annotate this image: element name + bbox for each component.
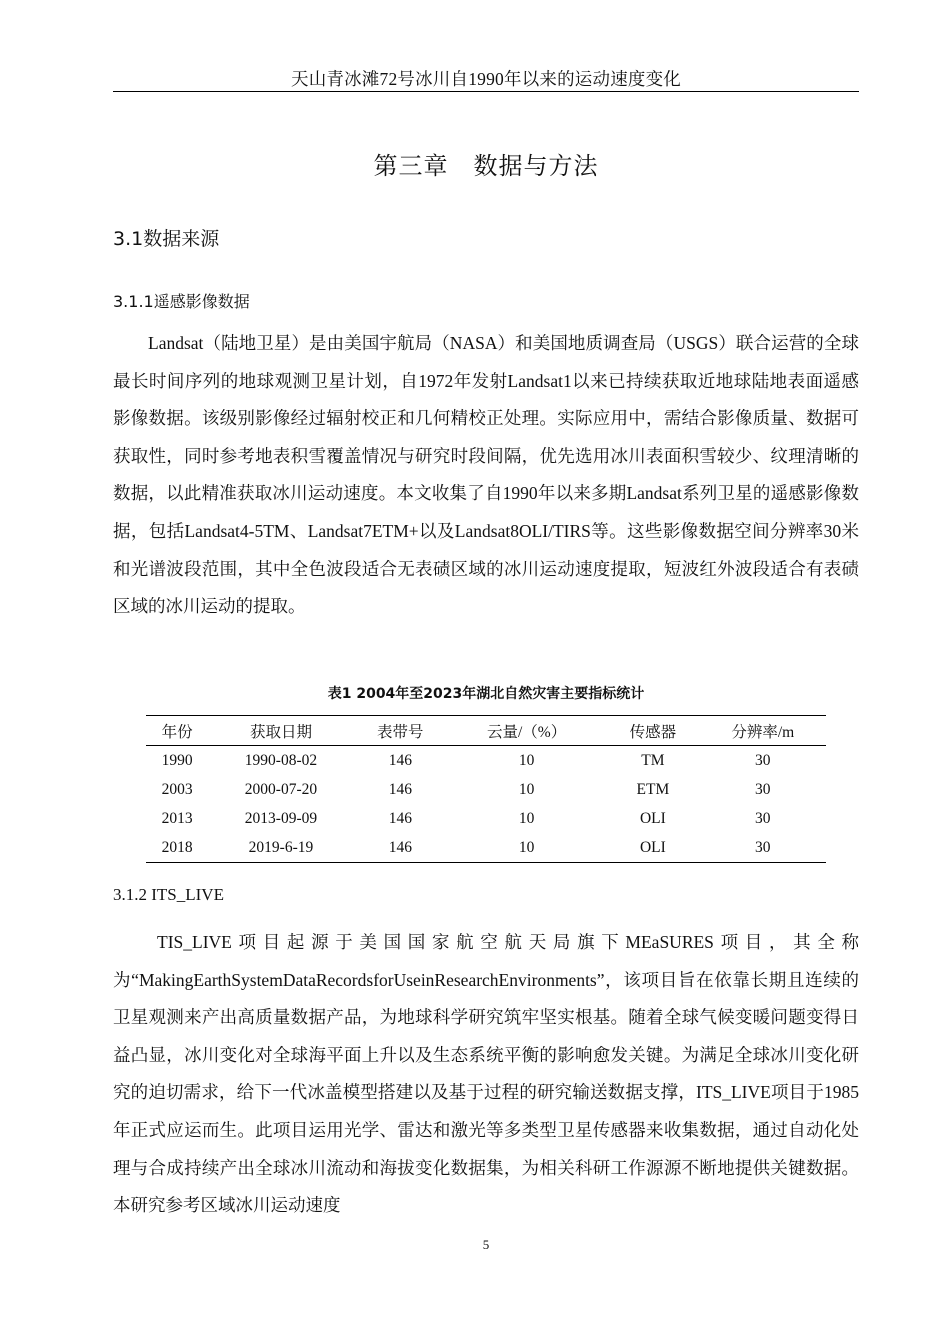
table-cell: TM: [641, 751, 665, 769]
table-cell: 10: [518, 838, 535, 856]
column-header-date: 获取日期: [249, 723, 312, 741]
table-cell: 146: [388, 780, 412, 798]
table-cell: 30: [755, 838, 771, 856]
table-cell: 10: [518, 751, 535, 769]
chapter-title: 第三章 数据与方法: [373, 152, 599, 180]
table-cell: 2019-6-19: [248, 838, 314, 856]
table-row: [146, 804, 826, 833]
header-divider: [113, 91, 859, 92]
table-cell: OLI: [639, 838, 666, 856]
column-header-sensor: 传感器: [629, 723, 677, 741]
table-row: [146, 775, 826, 804]
running-header: 天山青冰滩72号冰川自1990年以来的运动速度变化: [291, 69, 681, 89]
landsat-data-table: [146, 715, 826, 863]
table-cell: 30: [755, 780, 771, 798]
column-header-resolution: 分辨率/m: [731, 723, 795, 741]
table-cell: 10: [518, 780, 535, 798]
table-cell: 146: [388, 838, 412, 856]
paragraph-landsat: Landsat（陆地卫星）是由美国宇航局（NASA）和美国地质调查局（USGS）联合运营的全球最长时间序列的地球观测卫星计划，自1972年发射Landsat1以来已持续获取近地球陆地表面遥感影像数据。该级别影像经过辐射校正和几何精校正处理。实际应用中，需结合影像质量、数据可获取性，同时参考地表积雪覆盖情况与研究时段间隔，优先选用冰川表面积雪较少、纹理清晰的数据，以此精准获取冰川运动速度。本文收集了自1990年以来多期Landsat系列卫星的遥感影像数据，包括Landsat4-5TM、Landsat7ETM+以及Landsat8OLI/TIRS等。这些影像数据空间分辨率30米和光谱波段范围，其中全色波段适合无表碛区域的冰川运动速度提取，短波红外波段适合有表碛区域的冰川运动的提取。: [113, 333, 859, 617]
table-cell: 146: [388, 751, 412, 769]
paragraph-its-live: TIS_LIVE项目起源于美国国家航空航天局旗下MEaSURES项目，其全称为“MakingEarthSystemDataRecordsforUseinResearchEnvironments”，该项目旨在依靠长期且连续的卫星观测来产出高质量数据产品，为地球科学研究筑牢坚实根基。随着全球气候变暖问题变得日益凸显，冰川变化对全球海平面上升以及生态系统平衡的影响愈发关键。为满足全球冰川变化研究的迫切需求，给下一代冰盖模型搭建以及基于过程的研究输送数据支撑，ITS_LIVE项目于1985年正式应运而生。此项目运用光学、雷达和激光等多类型卫星传感器来收集数据，通过自动化处理与合成持续产出全球冰川流动和海拔变化数据集，为相关科研工作源源不断地提供关键数据。本研究参考区域冰川运动速度: [113, 932, 859, 1216]
section-heading-3-1: 3.1数据来源: [113, 228, 220, 250]
table-cell: 2003: [161, 780, 193, 798]
table-cell: 146: [388, 809, 412, 827]
page-number: 5: [482, 1237, 490, 1252]
table-cell: 2013: [161, 809, 193, 827]
column-header-year: 年份: [161, 723, 193, 741]
table-header-row: [146, 716, 826, 746]
table-caption: 表1 2004年至2023年湖北自然灾害主要指标统计: [327, 686, 645, 702]
column-header-cloud: 云量/（%）: [486, 723, 567, 741]
table-cell: 30: [755, 751, 771, 769]
column-header-path: 表带号: [377, 723, 424, 741]
table-cell: 10: [518, 809, 535, 827]
table-cell: 2013-09-09: [244, 809, 318, 827]
table-row: [146, 833, 826, 863]
section-heading-3-1-1: 3.1.1遥感影像数据: [113, 292, 250, 311]
table-row: [146, 746, 826, 776]
table-cell: 2018: [161, 838, 193, 856]
table-cell: ETM: [636, 780, 670, 798]
table-cell: OLI: [639, 809, 666, 827]
section-heading-3-1-2: 3.1.2 ITS_LIVE: [113, 885, 224, 904]
table-cell: 30: [755, 809, 771, 827]
table-cell: 1990-08-02: [244, 751, 318, 769]
table-cell: 1990: [161, 751, 193, 769]
table-cell: 2000-07-20: [244, 780, 318, 798]
